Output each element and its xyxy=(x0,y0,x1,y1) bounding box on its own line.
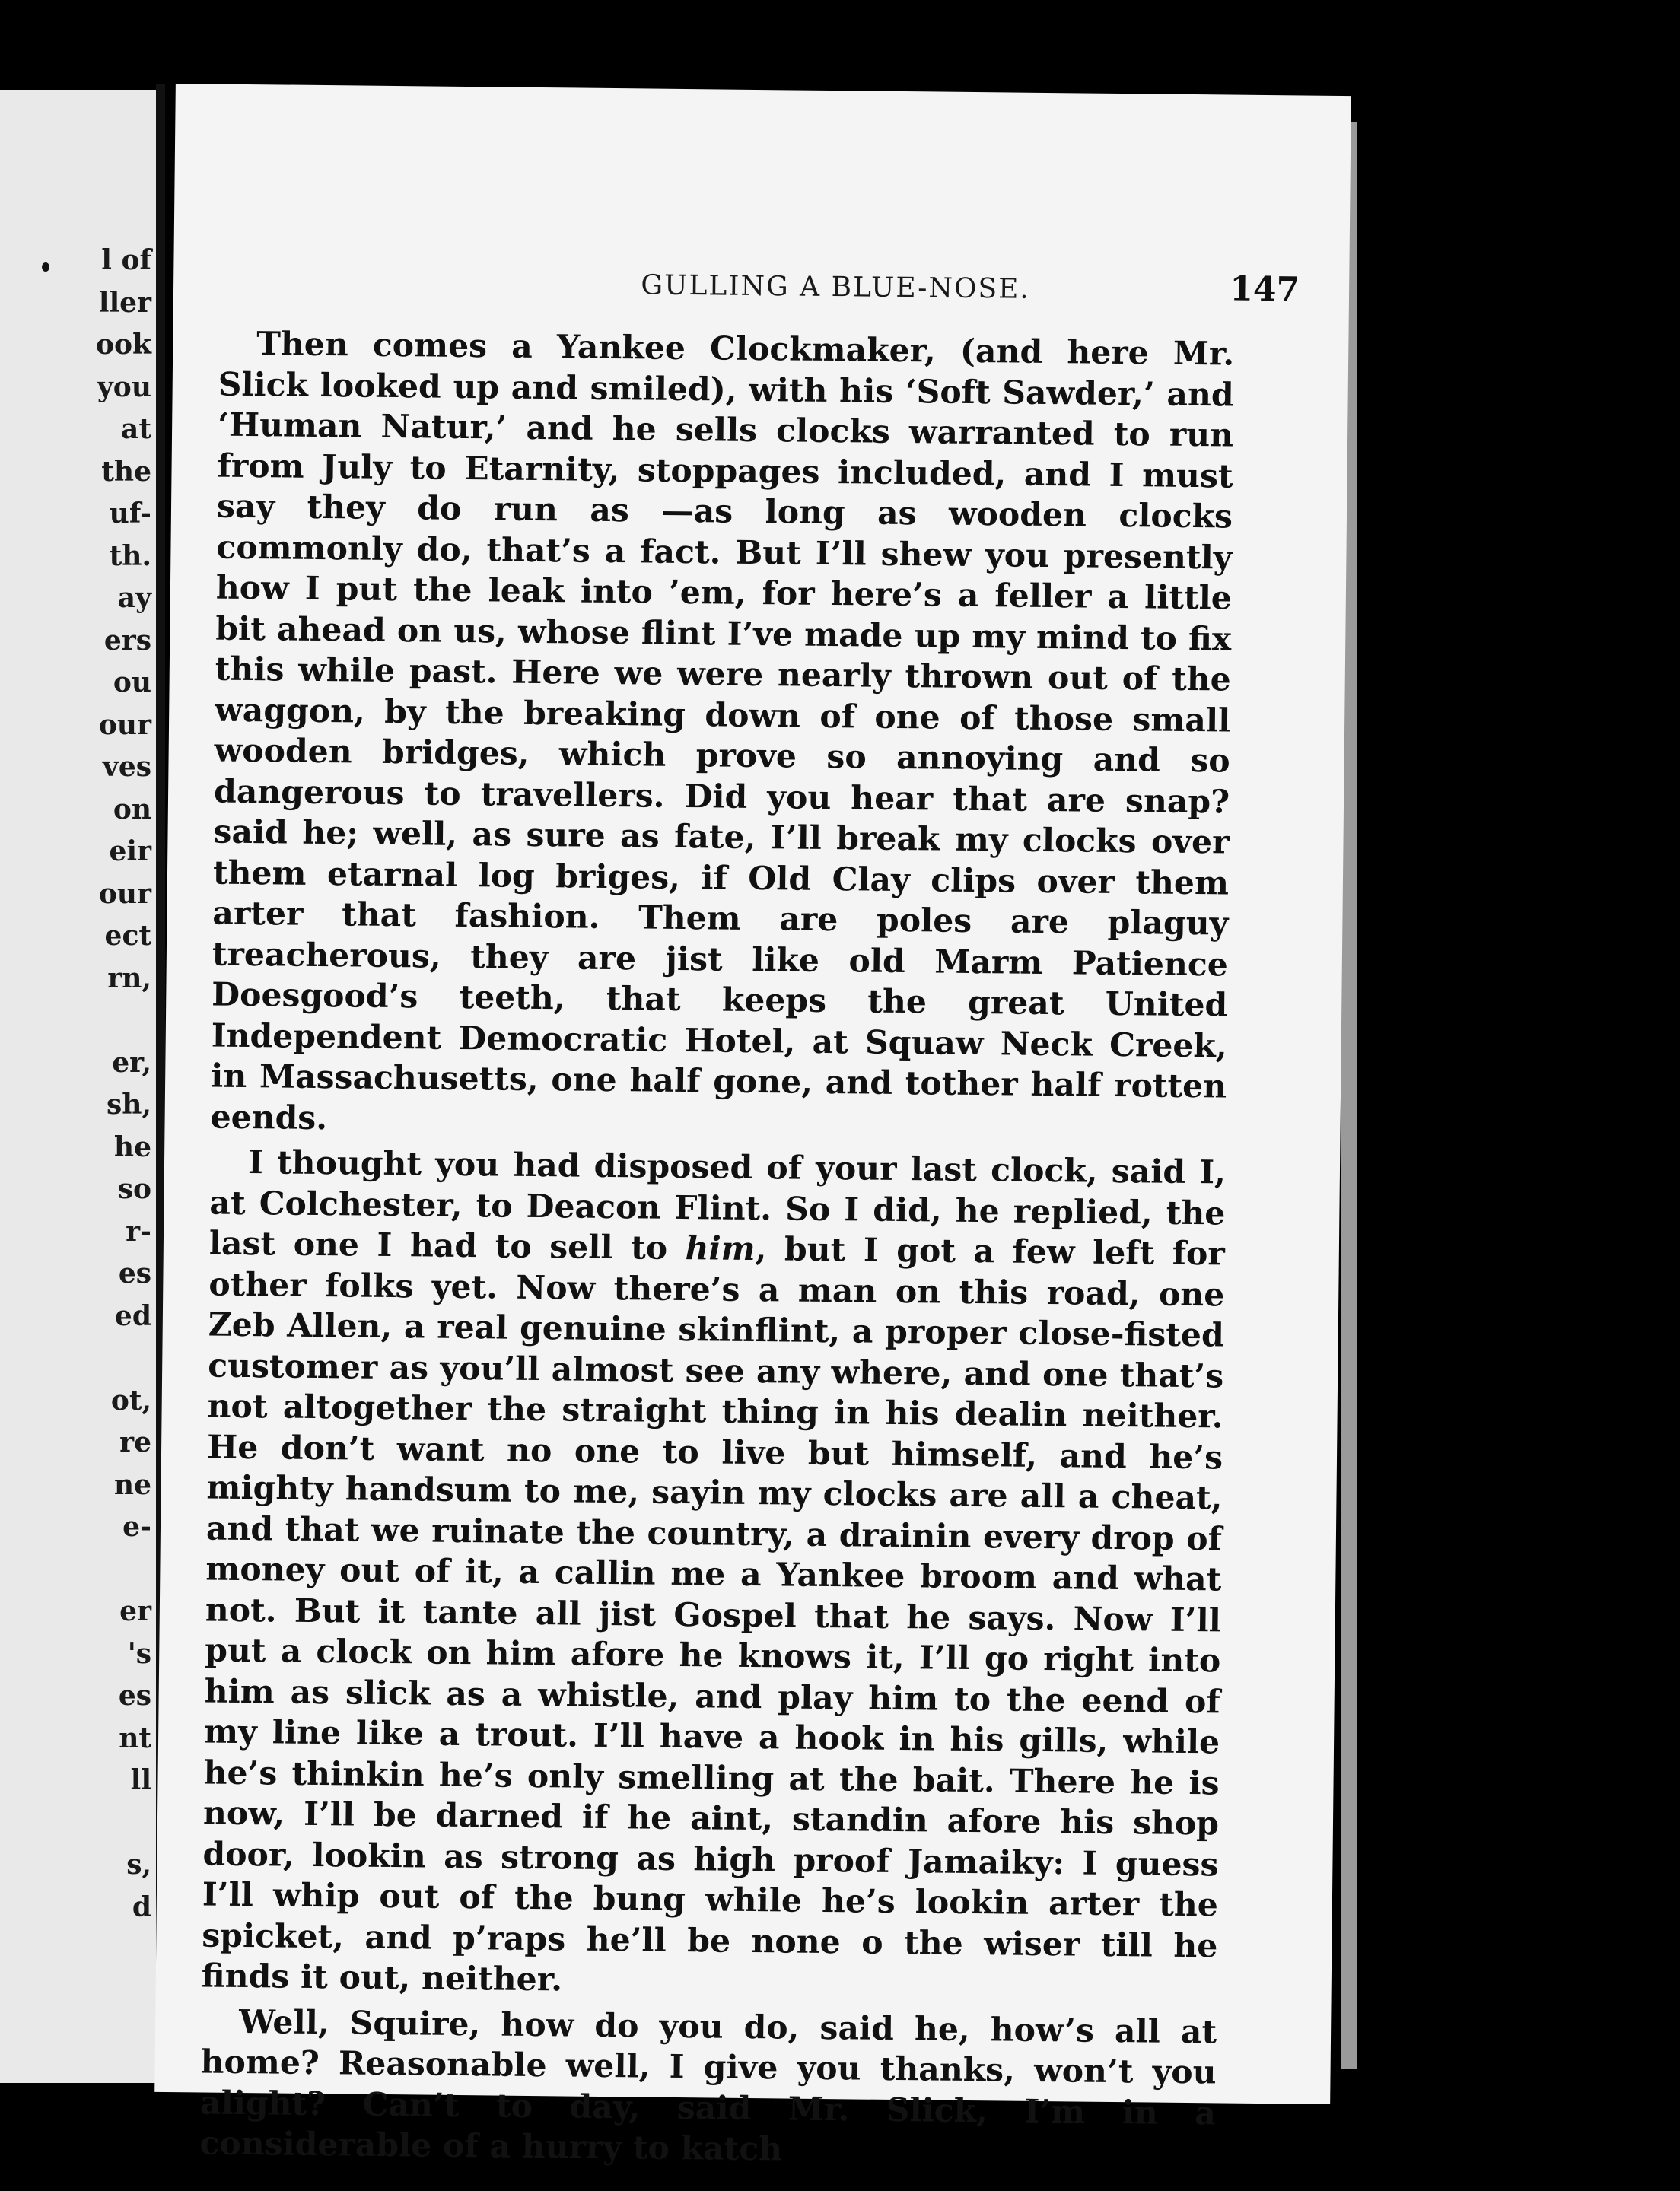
facing-page-line-fragment: our xyxy=(98,877,151,910)
facing-page-line-fragment: rn, xyxy=(107,962,151,994)
body-text xyxy=(199,324,1234,2175)
facing-page-line-fragment: d xyxy=(132,1890,151,1923)
facing-page-line-fragment: r- xyxy=(126,1215,151,1248)
facing-page-line-fragment: ed xyxy=(114,1299,151,1332)
emphasized-word: him xyxy=(685,1229,756,1269)
facing-page-line-fragment: so xyxy=(117,1173,151,1205)
paragraph xyxy=(210,324,1234,1149)
paragraph xyxy=(199,2002,1217,2175)
facing-page-line-fragment: ne xyxy=(113,1468,151,1501)
running-head: GULLING A BLUE-NOSE. xyxy=(641,269,1031,305)
paragraph-text: I thought you had disposed of your last clock, said I, at Colchester, to Deacon Flint. So I did, he replied, the last one I had to sell to xyxy=(208,1143,1227,1268)
facing-page-line-fragment: er, xyxy=(112,1046,151,1079)
facing-page-line-fragment: eir xyxy=(109,835,151,867)
facing-page-line-fragment: es xyxy=(118,1258,151,1289)
facing-page-line-fragment: th. xyxy=(109,539,151,572)
paragraph xyxy=(202,1143,1227,2008)
facing-page-line-fragment: the xyxy=(101,455,151,488)
facing-page-line-fragment: er xyxy=(119,1595,151,1627)
facing-page-line-fragment: re xyxy=(119,1426,151,1458)
facing-page-line-fragment: ect xyxy=(104,920,151,952)
facing-page-line-fragment: at xyxy=(121,413,151,445)
ink-speck xyxy=(42,262,49,272)
facing-page-line-fragment: ot, xyxy=(110,1384,151,1417)
paragraph-text: Well, Squire, how do you do, said he, how’s all at home? Reasonable well, I give you thanks, won’t you alight? Can’t to day, said Mr. Slick, I’m in a considerable of a hurry to katch xyxy=(199,2002,1217,2169)
facing-page-line-fragment: ook xyxy=(96,329,151,361)
facing-page-line-fragment: es xyxy=(118,1680,151,1712)
facing-page-line-fragment: ay xyxy=(117,582,151,614)
facing-page-line-fragment: ll xyxy=(130,1764,151,1796)
paragraph-text: , but I got a few left for other folks yet. Now there’s a man on this road, one Zeb Allen, a real genuine skinflint, a proper close-fisted customer as you’ll almost see any where, and one that’s not altogether the straight thing in his dealin neither. He don’t want no one to live but himself, and he’s mighty handsum to me, sayin my clocks are all a cheat, and that we ruinate the country, a drainin every drop of money out of it, a callin me a Yankee broom and what not. But it tante all jist Gospel that he says. Now I’ll put a clock on him afore he knows it, I’ll go right into him as slick as a whistle, and play him to the eend of my line like a trout. I’ll have a hook in his gills, while he’s thinkin he’s only smelling at the bait. There he is now, I’ll be darned if he aint, standin afore his shop door, lookin as strong as high proof Jamaiky: I guess I’ll whip out of the bung while he’s lookin arter the spicket, and p’raps he’ll be none o the wiser till he finds it out, neither. xyxy=(201,1230,1226,1999)
facing-page-line-fragment: ou xyxy=(113,666,151,698)
facing-page-line-fragment: on xyxy=(113,793,151,825)
facing-page-line-fragment: s, xyxy=(126,1849,151,1881)
facing-page-line-fragment: ers xyxy=(103,624,151,657)
facing-page-line-fragment: you xyxy=(97,370,151,403)
book-page xyxy=(154,84,1351,2169)
facing-page-line-fragment: sh, xyxy=(107,1089,151,1121)
facing-page-line-fragment: 's xyxy=(127,1637,151,1670)
facing-page-line-fragment: ller xyxy=(98,286,151,319)
facing-page-line-fragment: uf- xyxy=(109,498,151,529)
facing-page-fragment xyxy=(0,90,156,2083)
page-number: 147 xyxy=(1229,269,1300,310)
facing-page-line-fragment: he xyxy=(113,1130,151,1163)
facing-page-line-fragment: our xyxy=(98,708,151,741)
facing-page-line-fragment: nt xyxy=(119,1722,151,1754)
facing-page-line-fragment: e- xyxy=(123,1511,151,1543)
paragraph-text: Then comes a Yankee Clockmaker, (and here Mr. Slick looked up and smiled), with his ‘Soft Sawder,’ and ‘Human Natur,’ and he sells clocks warranted to run from July to Etarnity, stoppages included, and I must say they do run as —as long as wooden clocks commonly do, that’s a fact. But I’ll shew you presently how I put the leak into ’em, for here’s a feller a little bit ahead on us, whose flint I’ve made up my mind to fix this while past. Here we were nearly thrown out of the waggon, by the breaking down of one of those small wooden bridges, which prove so annoying and so dangerous to travellers. Did you hear that are snap? said he; well, as sure as fate, I’ll break my clocks over them etarnal log briges, if Old Clay clips over them arter that fashion. Them are poles are plaguy treacherous, they are jist like old Marm Patience Doesgood’s teeth, that keeps the great United Independent Democratic Hotel, at Squaw Neck Creek, in Massachusetts, one half gone, and tother half rotten eends. xyxy=(210,325,1235,1137)
facing-page-line-fragment: ves xyxy=(102,751,151,783)
facing-page-line-fragment: l of xyxy=(101,244,151,276)
